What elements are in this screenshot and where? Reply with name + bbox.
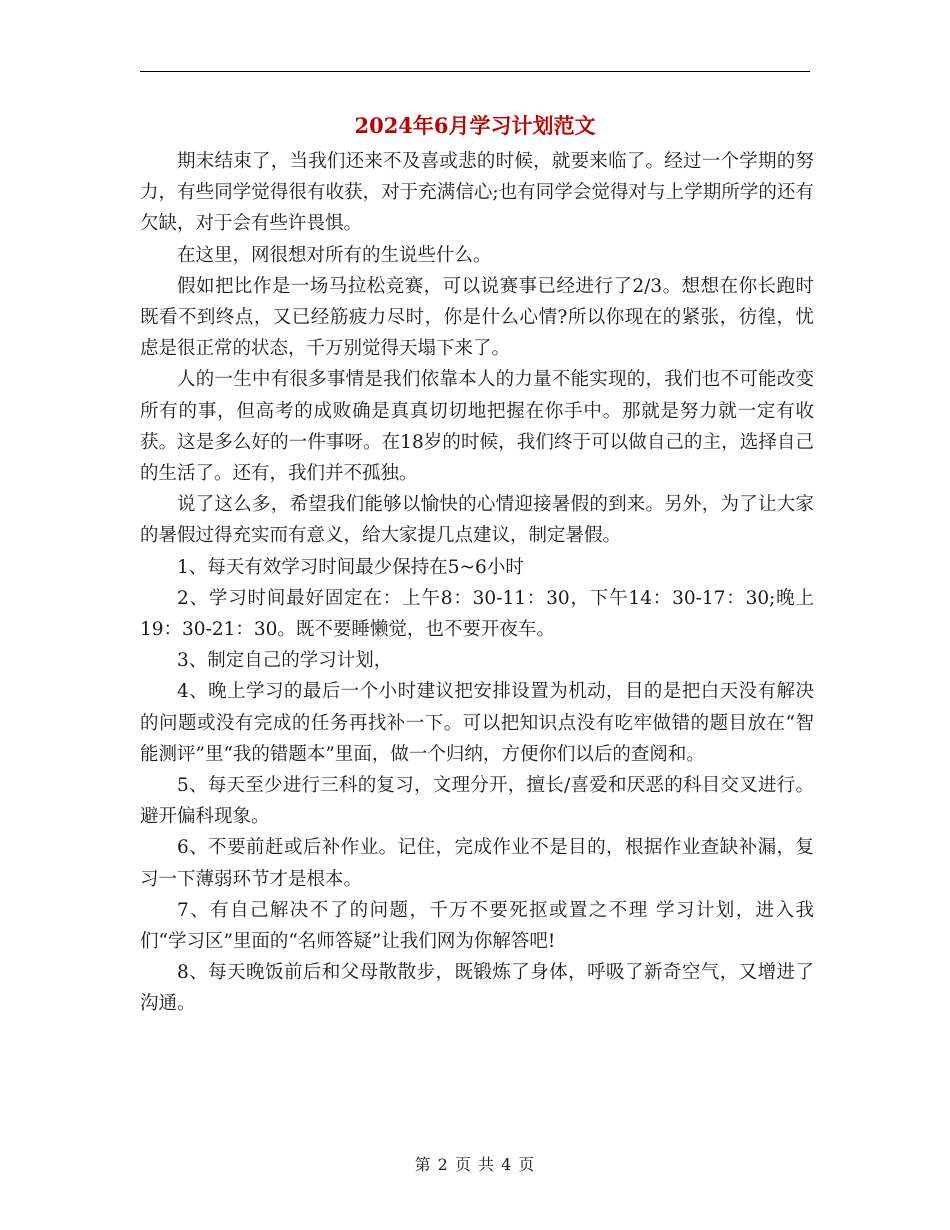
list-item: 3、制定自己的学习计划， — [177, 650, 393, 672]
header-rule — [140, 71, 810, 72]
paragraph: 期末结束了，当我们还来不及喜或悲的时候，就要来临了。经过一个学期的努力，有些同学觉得很有收获，对于充满信心;也有同学会觉得对与上学期所学的还有欠缺，对于会有些许畏惧。 — [140, 151, 814, 235]
document-title: 2024年6月学习计划范文 — [354, 113, 596, 138]
paragraph: 说了这么多，希望我们能够以愉快的心情迎接暑假的到来。另外，为了让大家的暑假过得充实而有意义，给大家提几点建议，制定暑假。 — [140, 494, 814, 547]
list-item: 8、每天晚饭前后和父母散散步，既锻炼了身体，呼吸了新奇空气，又增进了沟通。 — [140, 962, 814, 1015]
list-item: 1、每天有效学习时间最少保持在5~6小时 — [177, 556, 524, 578]
list-item: 7、有自己解决不了的问题，千万不要死抠或置之不理 学习计划，进入我们“学习区”里面的“名师答疑”让我们网为你解答吧! — [140, 899, 814, 953]
list-item: 4、晚上学习的最后一个小时建议把安排设置为机动，目的是把白天没有解决的问题或没有完成的任务再找补一下。可以把知识点没有吃牢做错的题目放在“智能测评”里“我的错题本”里面，做一个归纳，方便你们以后的查阅和。 — [140, 681, 814, 765]
paragraph: 假如把比作是一场马拉松竞赛，可以说赛事已经进行了2/3。想想在你长跑时既看不到终点，又已经筋疲力尽时，你是什么心情?所以你现在的紧张，彷徨，忧虑是很正常的状态，千万别觉得天塌下来了。 — [140, 275, 814, 360]
paragraph: 人的一生中有很多事情是我们依靠本人的力量不能实现的，我们也不可能改变所有的事，但高考的成败确是真真切切地把握在你手中。那就是努力就一定有收获。这是多么好的一件事呀。在18岁的时候，我们终于可以做自己的主，选择自己的生活了。还有，我们并不孤独。 — [140, 369, 814, 485]
page-number: 第 2 页 共 4 页 — [414, 1155, 536, 1174]
list-item: 5、每天至少进行三科的复习，文理分开，擅长/喜爱和厌恶的科目交叉进行。避开偏科现象。 — [140, 775, 814, 828]
list-item: 6、不要前赶或后补作业。记住，完成作业不是目的，根据作业查缺补漏，复习一下薄弱环节才是根本。 — [140, 837, 814, 890]
list-item: 2、学习时间最好固定在：上午8：30-11：30，下午14：30-17：30;晚上19：30-21：30。既不要睡懒觉，也不要开夜车。 — [140, 587, 814, 641]
paragraph: 在这里，网很想对所有的生说些什么。 — [177, 244, 492, 266]
document-body — [140, 146, 814, 1020]
